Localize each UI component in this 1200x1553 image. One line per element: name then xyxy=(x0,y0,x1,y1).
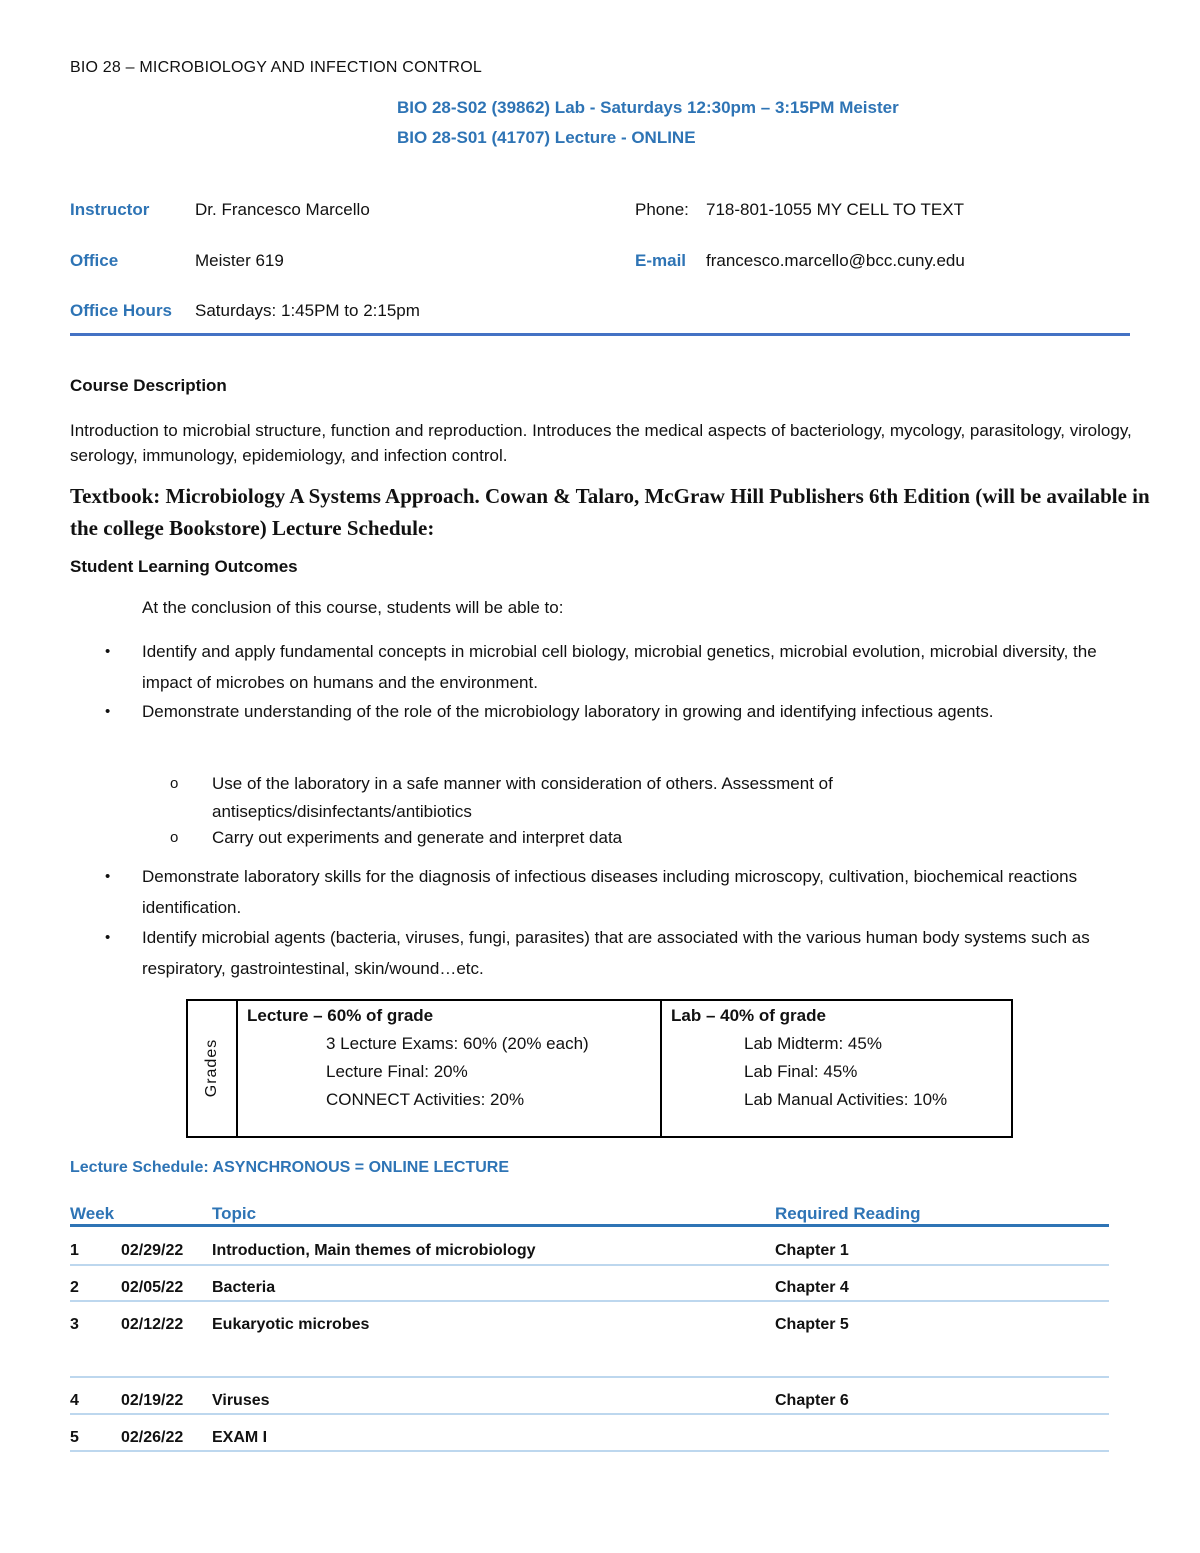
email-link[interactable]: francesco.marcello@bcc.cuny.edu xyxy=(706,251,965,270)
email-label: E-mail xyxy=(635,251,687,270)
outcome-item xyxy=(105,696,1102,727)
office-hours-value: Saturdays: 1:45PM to 2:15pm xyxy=(195,301,420,320)
schedule-header-divider xyxy=(70,1224,1109,1227)
course-description-heading: Course Description xyxy=(70,376,227,395)
grades-side-label: Grades xyxy=(203,1038,220,1098)
row-divider xyxy=(70,1450,1109,1452)
week-date: 02/29/22 xyxy=(121,1242,184,1259)
week-number: 5 xyxy=(70,1429,79,1446)
learning-outcomes-heading: Student Learning Outcomes xyxy=(70,557,298,576)
lecture-grade-item: Lecture Final: 20% xyxy=(326,1062,468,1081)
outcome-text: Demonstrate understanding of the role of the microbiology laboratory in growing and identifying infectious agents. xyxy=(142,702,994,721)
sub-bullet-icon: o xyxy=(170,775,179,792)
week-reading: Chapter 6 xyxy=(775,1392,849,1409)
week-date: 02/12/22 xyxy=(121,1316,184,1333)
course-title: BIO 28 – MICROBIOLOGY AND INFECTION CONTROL xyxy=(70,59,482,76)
week-topic: Bacteria xyxy=(212,1279,276,1296)
outcome-subtext: Use of the laboratory in a safe manner with consideration of others. Assessment of antiseptics/disinfectants/antibiotics xyxy=(212,774,833,821)
week-reading: Chapter 1 xyxy=(775,1242,849,1259)
lecture-grades-cell xyxy=(238,1001,662,1136)
week-number: 3 xyxy=(70,1316,79,1333)
week-topic: Eukaryotic microbes xyxy=(212,1316,370,1333)
sub-bullet-icon: o xyxy=(170,829,179,846)
week-number: 2 xyxy=(70,1279,79,1296)
office-hours-label: Office Hours xyxy=(70,301,173,320)
instructor-label: Instructor xyxy=(70,200,150,219)
week-topic: Viruses xyxy=(212,1392,270,1409)
phone-label: Phone: xyxy=(635,200,689,219)
schedule-heading: Lecture Schedule: ASYNCHRONOUS = ONLINE LECTURE xyxy=(70,1159,510,1176)
outcome-subitem xyxy=(170,824,972,852)
column-header-week: Week xyxy=(70,1204,115,1223)
outcome-text: Identify and apply fundamental concepts in microbial cell biology, microbial genetics, microbial evolution, microbial diversity, the impact of microbes on humans and the environment. xyxy=(142,642,1097,692)
row-divider xyxy=(70,1300,1109,1302)
outcome-subtext: Carry out experiments and generate and interpret data xyxy=(212,828,623,847)
week-date: 02/26/22 xyxy=(121,1429,184,1446)
lab-section-line: BIO 28-S02 (39862) Lab - Saturdays 12:30pm – 3:15PM Meister xyxy=(397,98,899,117)
row-divider xyxy=(70,1376,1109,1378)
outcome-item xyxy=(105,636,1102,698)
week-number: 1 xyxy=(70,1242,79,1259)
office-label: Office xyxy=(70,251,119,270)
lab-grade-item: Lab Midterm: 45% xyxy=(744,1034,882,1053)
lecture-grade-item: CONNECT Activities: 20% xyxy=(326,1090,525,1109)
grades-side-cell xyxy=(188,1001,238,1136)
week-topic: EXAM I xyxy=(212,1429,268,1446)
column-header-topic: Topic xyxy=(212,1204,257,1223)
week-date: 02/19/22 xyxy=(121,1392,184,1409)
week-topic: Introduction, Main themes of microbiology xyxy=(212,1242,536,1259)
outcome-text: Identify microbial agents (bacteria, viruses, fungi, parasites) that are associated with the various human body systems such as respiratory, gastrointestinal, skin/wound…etc. xyxy=(142,928,1090,978)
lab-grade-item: Lab Final: 45% xyxy=(744,1062,858,1081)
lecture-grade-item: 3 Lecture Exams: 60% (20% each) xyxy=(326,1034,589,1053)
grades-table xyxy=(186,999,1013,1138)
row-divider xyxy=(70,1413,1109,1415)
outcome-item xyxy=(105,922,1102,984)
bullet-icon: • xyxy=(105,703,111,720)
lab-grades-heading: Lab – 40% of grade xyxy=(671,1006,826,1025)
outcome-subitem xyxy=(170,770,972,826)
header-divider xyxy=(70,333,1130,336)
bullet-icon: • xyxy=(105,643,111,660)
instructor-name: Dr. Francesco Marcello xyxy=(195,200,370,219)
textbook-line: Textbook: Microbiology A Systems Approach. Cowan & Talaro, McGraw Hill Publishers 6th Edition (will be available in the college Bookstore) Lecture Schedule: xyxy=(70,484,1150,540)
outcome-item xyxy=(105,861,1102,923)
course-description-text: Introduction to microbial structure, function and reproduction. Introduces the medical aspects of bacteriology, mycology, parasitology, virology, serology, immunology, epidemiology, and infection control. xyxy=(70,421,1132,465)
bullet-icon: • xyxy=(105,868,111,885)
lecture-grades-heading: Lecture – 60% of grade xyxy=(247,1006,434,1025)
office-value: Meister 619 xyxy=(195,251,284,270)
lab-grade-item: Lab Manual Activities: 10% xyxy=(744,1090,948,1109)
week-number: 4 xyxy=(70,1392,79,1409)
learning-outcomes-intro: At the conclusion of this course, students will be able to: xyxy=(142,598,564,617)
week-date: 02/05/22 xyxy=(121,1279,184,1296)
phone-value: 718-801-1055 MY CELL TO TEXT xyxy=(706,200,964,219)
lab-grades-cell xyxy=(662,1001,1011,1136)
week-reading: Chapter 4 xyxy=(775,1279,849,1296)
row-divider xyxy=(70,1264,1109,1266)
lecture-section-line: BIO 28-S01 (41707) Lecture - ONLINE xyxy=(397,128,696,147)
week-reading: Chapter 5 xyxy=(775,1316,849,1333)
column-header-reading: Required Reading xyxy=(775,1204,921,1223)
bullet-icon: • xyxy=(105,929,111,946)
outcome-text: Demonstrate laboratory skills for the diagnosis of infectious diseases including microscopy, cultivation, biochemical reactions identification. xyxy=(142,867,1078,917)
